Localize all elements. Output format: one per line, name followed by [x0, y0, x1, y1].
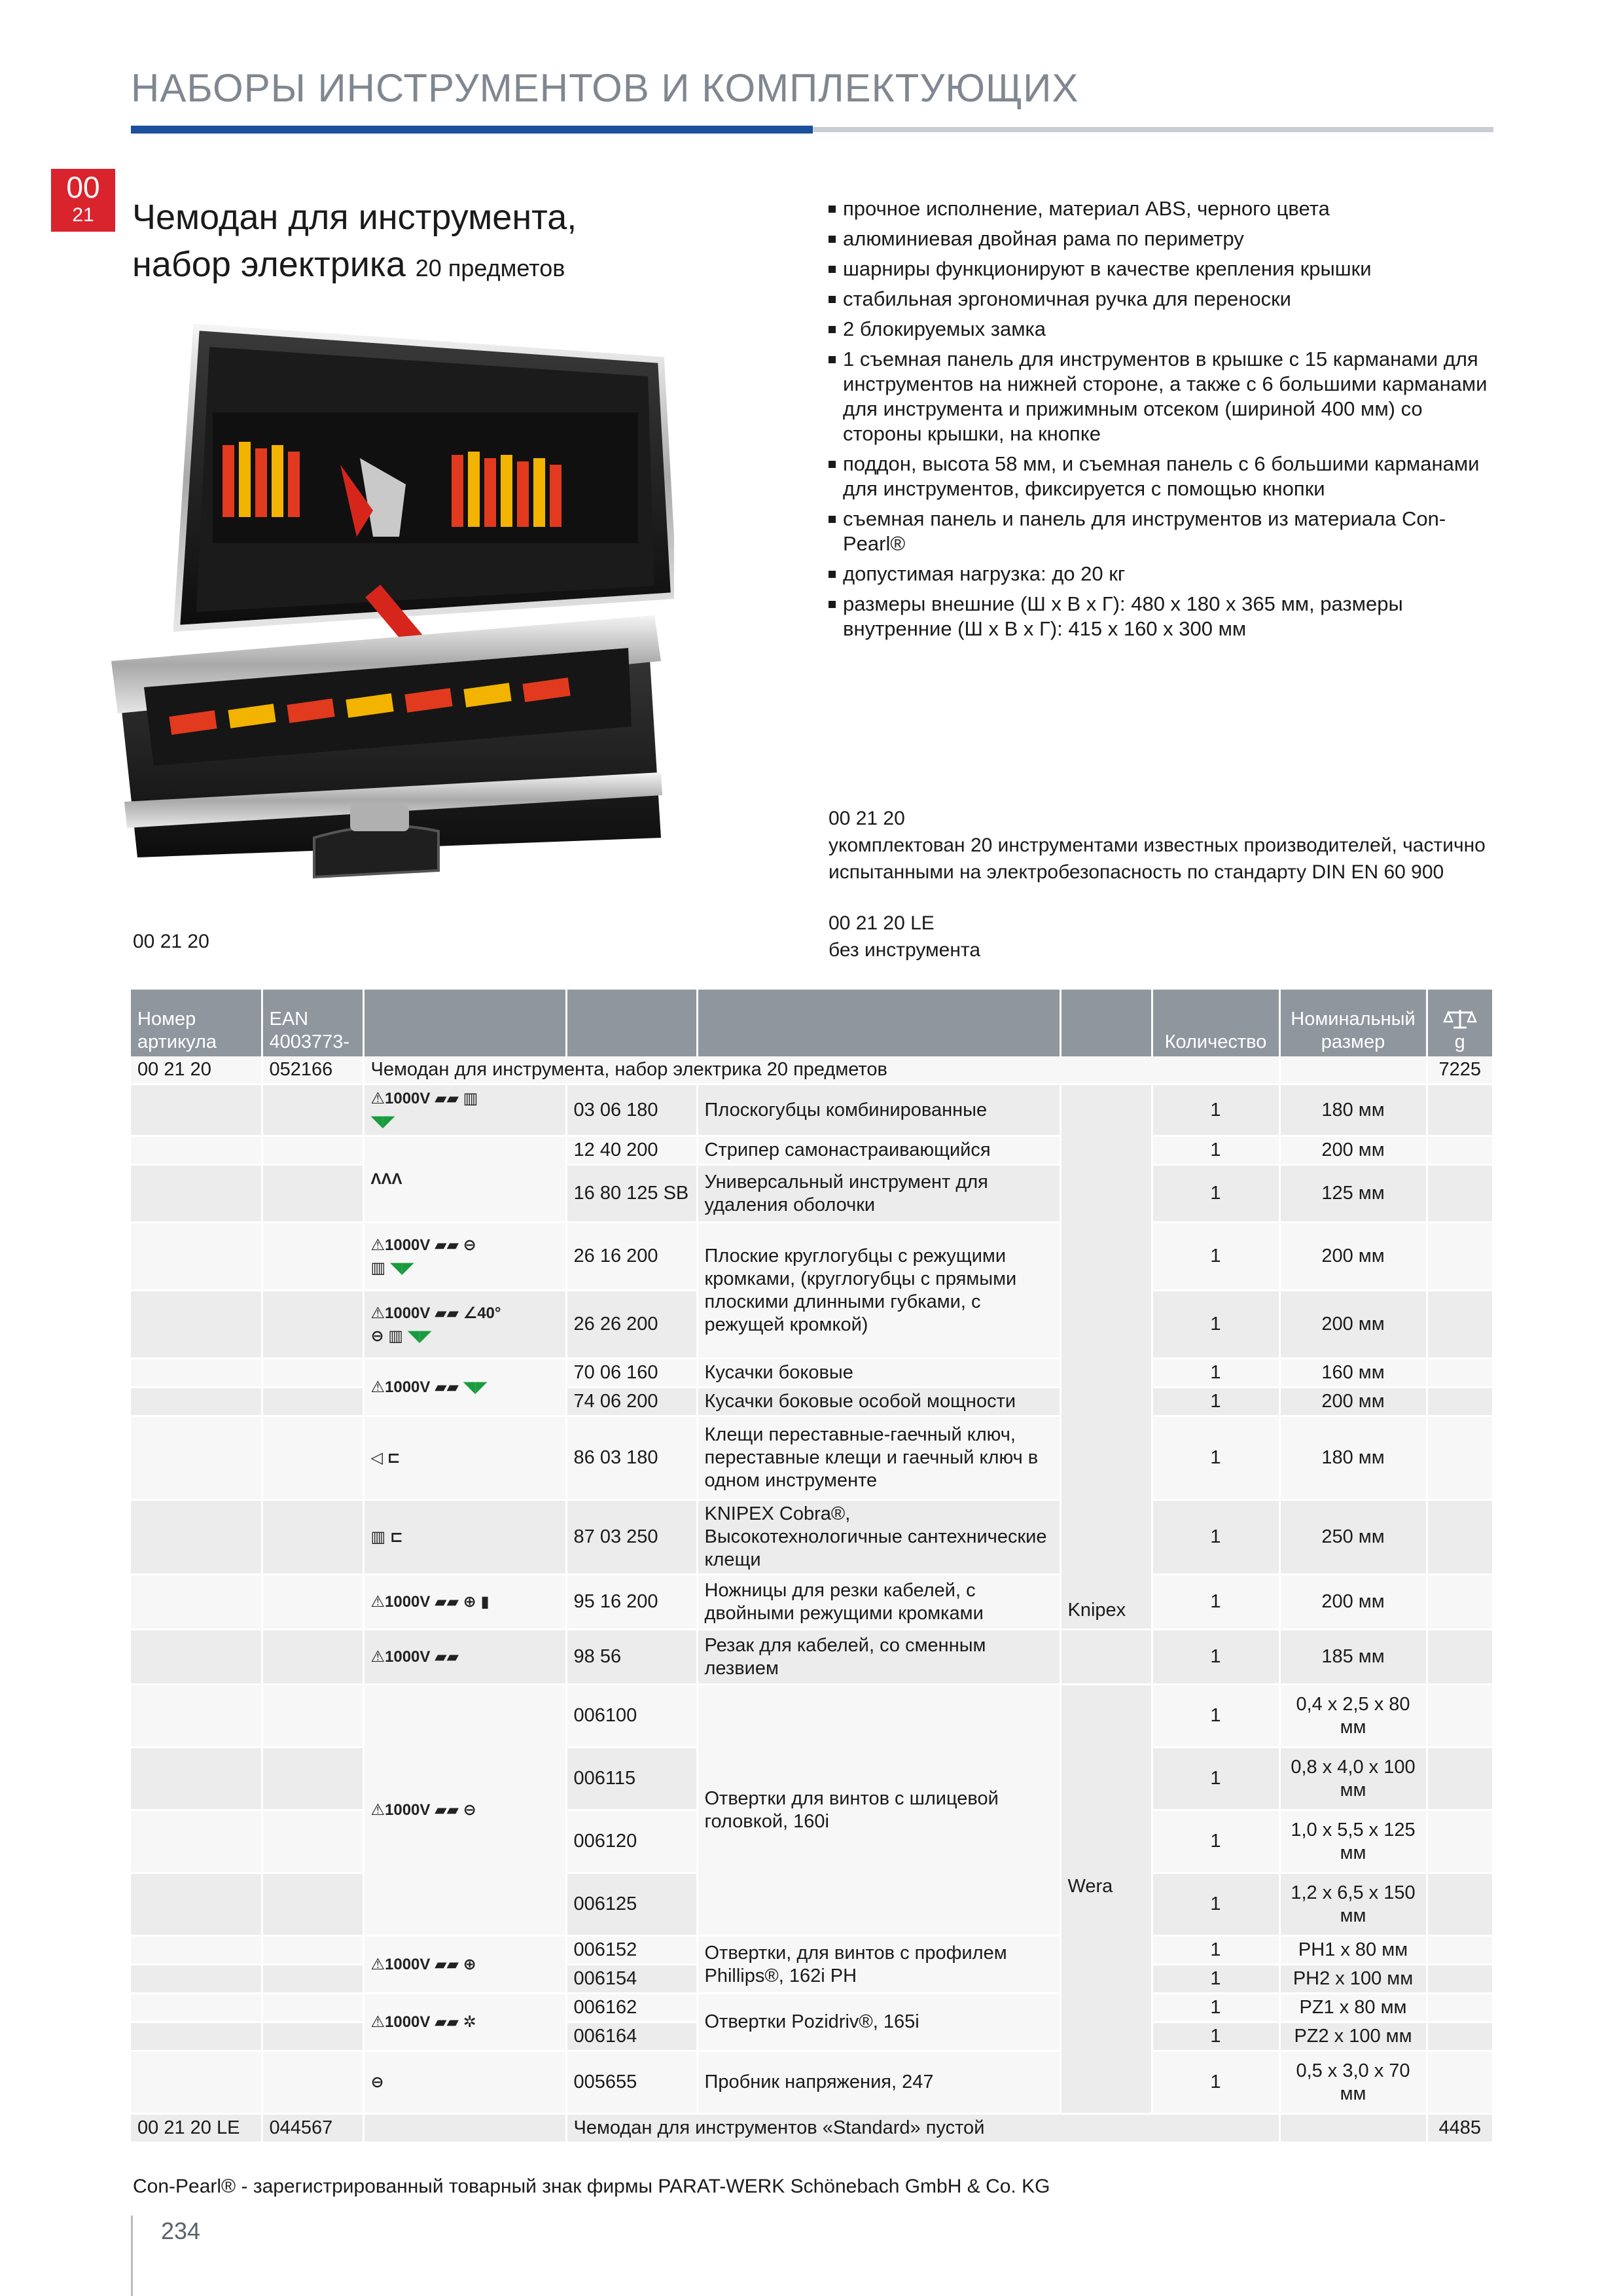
item-size: 185 мм: [1279, 1630, 1427, 1685]
note-set-code: 00 21 20: [829, 808, 905, 829]
manufacturer-wera: Wera: [1067, 1876, 1113, 1897]
item-code: 95 16 200: [566, 1575, 697, 1630]
item-code: 006120: [566, 1810, 697, 1873]
table-row: [131, 1630, 1492, 1685]
slot-icon: ⊖: [370, 2073, 384, 2091]
item-qty: 1: [1152, 1873, 1279, 1936]
item-code: 006164: [566, 2022, 697, 2051]
item-name: Плоские круглогубцы с режущими кромками, (круглогубцы с прямыми плоскими длинными губками, с режущей кромкой): [697, 1223, 1060, 1359]
article-number: 00 21 20: [131, 1056, 262, 1085]
table-row: [131, 1416, 1492, 1500]
item-qty: 1: [1152, 1500, 1279, 1575]
cut-icon: ◥◤: [463, 1378, 488, 1396]
feature-item: поддон, высота 58 мм, и съемная панель с 6 большими карманами для инструментов, фиксируется с помощью кнопки: [829, 452, 1496, 501]
item-size: 200 мм: [1279, 1291, 1427, 1359]
item-name: Пробник напряжения, 247: [697, 2051, 1060, 2114]
product-title: [132, 194, 577, 292]
item-code: 005655: [566, 2051, 697, 2114]
slot-icon: ⊖: [463, 1236, 476, 1254]
item-name: Отвертки для винтов с шлицевой головкой, 160i: [697, 1685, 1060, 1936]
item-code: 87 03 250: [566, 1500, 697, 1575]
item-qty: 1: [1152, 1223, 1279, 1291]
item-qty: 1: [1152, 2022, 1279, 2051]
table-row: [131, 1500, 1492, 1575]
chapter-badge: [51, 169, 115, 232]
item-code: 98 56: [566, 1630, 697, 1685]
symbol-cell: ⚠1000V ▰▰ ∠40° ⊖ ▥ ◥◤: [363, 1291, 566, 1359]
feature-list: [829, 196, 1496, 647]
item-qty: 1: [1152, 1630, 1279, 1685]
table-row: [131, 1136, 1492, 1165]
feature-item: размеры внешние (Ш x В x Г): 480 x 180 x 365 мм, размеры внутренние (Ш x В x Г): 415 x 160 x 300 мм: [829, 592, 1496, 641]
table-row: [131, 1085, 1492, 1136]
tool-case-photo: [98, 321, 674, 884]
symbol-cell: [363, 1136, 566, 1223]
angle-icon: ∠40°: [463, 1304, 501, 1322]
note-set: [829, 805, 1496, 886]
article-number: 00 21 20 LE: [131, 2114, 262, 2143]
item-qty: 1: [1152, 1416, 1279, 1500]
item-name: Стрипер самонастраивающийся: [697, 1136, 1060, 1165]
photo-caption: 00 21 20: [133, 931, 209, 952]
vde-1000v-icon: ⚠1000V: [370, 1378, 431, 1396]
wrench-icon: ◁ ⊏: [370, 1449, 401, 1467]
item-size: 180 мм: [1279, 1085, 1427, 1136]
item-name: Отвертки, для винтов с профилем Phillips®, 162i PH: [697, 1936, 1060, 1994]
table-row: [131, 1359, 1492, 1388]
symbol-cell: [363, 1416, 566, 1500]
note-empty-code: 00 21 20 LE: [829, 912, 935, 934]
table-row-main: [131, 1056, 1492, 1085]
vde-1000v-icon: ⚠1000V: [370, 1801, 431, 1819]
item-code: 006154: [566, 1965, 697, 1994]
item-size: 0,5 x 3,0 x 70 мм: [1279, 2051, 1427, 2114]
item-code: 006162: [566, 1994, 697, 2022]
item-size: PH2 x 100 мм: [1279, 1965, 1427, 1994]
feature-item: прочное исполнение, материал ABS, черного цвета: [829, 196, 1496, 221]
item-code: 006115: [566, 1748, 697, 1810]
item-name: Универсальный инструмент для удаления оболочки: [697, 1165, 1060, 1223]
product-title-line1: Чемодан для инструмента,: [132, 198, 577, 237]
table-row-empty-case: [131, 2114, 1492, 2143]
ean-code: 052166: [262, 1056, 363, 1085]
item-code: 26 16 200: [566, 1223, 697, 1291]
item-code: 16 80 125 SB: [566, 1165, 697, 1223]
feature-item: допустимая нагрузка: до 20 кг: [829, 562, 1496, 586]
item-name: Кусачки боковые особой мощности: [697, 1388, 1060, 1416]
vde-1000v-icon: ⚠1000V: [370, 1956, 431, 1973]
symbol-cell: ⚠1000V ▰▰ ⊖: [363, 1685, 566, 1936]
weight: 4485: [1427, 2114, 1492, 2143]
item-size: PZ2 x 100 мм: [1279, 2022, 1427, 2051]
item-size: 160 мм: [1279, 1359, 1427, 1388]
item-code: 006125: [566, 1873, 697, 1936]
scale-icon: [1443, 1007, 1477, 1031]
item-name: Отвертки Pozidriv®, 165i: [697, 1994, 1060, 2051]
item-code: 86 03 180: [566, 1416, 697, 1500]
description: Чемодан для инструментов «Standard» пустой: [566, 2114, 1279, 2143]
manufacturer-knipex: Knipex: [1067, 1600, 1126, 1621]
table-row: [131, 1165, 1492, 1223]
vde-1000v-icon: ⚠1000V: [370, 2013, 431, 2031]
page-header-title: НАБОРЫ ИНСТРУМЕНТОВ И КОМПЛЕКТУЮЩИХ: [131, 66, 1079, 110]
item-size: 200 мм: [1279, 1136, 1427, 1165]
cut-icon: ◥◤: [370, 1113, 395, 1130]
item-size: 1,0 x 5,5 x 125 мм: [1279, 1810, 1427, 1873]
item-size: 125 мм: [1279, 1165, 1427, 1223]
note-empty-text: без инструмента: [829, 939, 981, 961]
item-qty: 1: [1152, 1085, 1279, 1136]
symbol-cell: [363, 2051, 566, 2114]
item-qty: 1: [1152, 1936, 1279, 1965]
item-size: 0,4 x 2,5 x 80 мм: [1279, 1685, 1427, 1748]
description: Чемодан для инструмента, набор электрика 20 предметов: [363, 1056, 1279, 1085]
header-rule-grey: [813, 127, 1493, 132]
header-rule-blue: [131, 126, 813, 134]
table-row: [131, 1575, 1492, 1630]
item-qty: 1: [1152, 1291, 1279, 1359]
symbol-cell: ⚠1000V ▰▰ ◥◤: [363, 1359, 566, 1416]
table-row: [131, 1223, 1492, 1291]
footnote: Con-Pearl® - зарегистрированный товарный знак фирмы PARAT-WERK Schönebach GmbH & Co. KG: [133, 2176, 1050, 2197]
chapter-major: 00: [66, 170, 100, 204]
item-name: KNIPEX Cobra®, Высокотехнологичные сантехнические клещи: [697, 1500, 1060, 1575]
item-name: Клещи переставные-гаечный ключ, переставные клещи и гаечный ключ в одном инструменте: [697, 1416, 1060, 1500]
item-qty: 1: [1152, 1359, 1279, 1388]
item-name: Плоскогубцы комбинированные: [697, 1085, 1060, 1136]
page-number: 234: [161, 2217, 201, 2244]
note-empty: [829, 910, 1496, 963]
table-row: [131, 1388, 1492, 1416]
item-qty: 1: [1152, 1388, 1279, 1416]
item-size: 0,8 x 4,0 x 100 мм: [1279, 1748, 1427, 1810]
item-qty: 1: [1152, 1748, 1279, 1810]
item-name: Ножницы для резки кабелей, с двойными режущими кромками: [697, 1575, 1060, 1630]
cut-icon: ◥◤: [389, 1259, 414, 1277]
item-size: 200 мм: [1279, 1388, 1427, 1416]
item-size: 180 мм: [1279, 1416, 1427, 1500]
vde-1000v-icon: ⚠1000V: [370, 1090, 431, 1107]
item-qty: 1: [1152, 1136, 1279, 1165]
feature-item: съемная панель и панель для инструментов из материала Con-Pearl®: [829, 507, 1496, 556]
symbol-cell: ⚠1000V ▰▰ ⊖ ▥ ◥◤: [363, 1223, 566, 1291]
vde-1000v-icon: ⚠1000V: [370, 1648, 431, 1666]
item-code: 12 40 200: [566, 1136, 697, 1165]
item-code: 74 06 200: [566, 1388, 697, 1416]
item-size: PZ1 x 80 мм: [1279, 1994, 1427, 2022]
symbol-cell: ⚠1000V ▰▰ ▥ ◥◤: [363, 1085, 566, 1136]
manufacturer-cell: [1060, 1085, 1152, 1630]
weight-unit: g: [1454, 1031, 1465, 1052]
plus-icon: ⊕: [463, 1593, 476, 1611]
plus-icon: ⊕: [463, 1956, 476, 1973]
item-name: Резак для кабелей, со сменным лезвием: [697, 1630, 1060, 1685]
manufacturer-cell: [1060, 1685, 1152, 2114]
item-code: 03 06 180: [566, 1085, 697, 1136]
item-qty: 1: [1152, 1810, 1279, 1873]
feature-item: шарниры функционируют в качестве крепления крышки: [829, 257, 1496, 281]
vde-1000v-icon: ⚠1000V: [370, 1236, 431, 1254]
symbol-cell: ⚠1000V ▰▰ ⊕: [363, 1936, 566, 1994]
item-code: 006100: [566, 1685, 697, 1748]
product-title-line2: набор электрика: [132, 245, 406, 284]
table-row: [131, 1685, 1492, 1748]
cobra-icon: ▥ ⊏: [370, 1528, 403, 1546]
col-header-weight: [1427, 990, 1492, 1056]
vde-1000v-icon: ⚠1000V: [370, 1593, 431, 1611]
col-header-size: Номинальный размер: [1279, 990, 1427, 1056]
item-size: PH1 x 80 мм: [1279, 1936, 1427, 1965]
symbol-cell: ⚠1000V ▰▰ ✲: [363, 1994, 566, 2051]
page-number-rule: [131, 2215, 133, 2296]
col-header-ean: EAN 4003773-: [262, 990, 363, 1056]
table-row: [131, 1936, 1492, 1965]
cut-icon: ◥◤: [407, 1327, 432, 1345]
item-size: 200 мм: [1279, 1223, 1427, 1291]
note-set-text: укомплектован 20 инструментами известных производителей, частично испытанными на электробезопасность по стандарту DIN EN 60 900: [829, 834, 1486, 883]
feature-item: стабильная эргономичная ручка для переноски: [829, 287, 1496, 312]
item-qty: 1: [1152, 1165, 1279, 1223]
table-row: [131, 2051, 1492, 2114]
symbol-cell: ⚠1000V ▰▰: [363, 1630, 566, 1685]
product-subtitle: 20 предметов: [415, 255, 565, 281]
col-header-article: Номер артикула: [131, 990, 262, 1056]
vde-1000v-icon: ⚠1000V: [370, 1304, 431, 1322]
stripper-icon: ΛΛΛ: [370, 1170, 402, 1188]
symbol-cell: ⚠1000V ▰▰ ⊕ ▮: [363, 1575, 566, 1630]
item-qty: 1: [1152, 1994, 1279, 2022]
ean-code: 044567: [262, 2114, 363, 2143]
weight: 7225: [1427, 1056, 1492, 1085]
feature-item: 1 съемная панель для инструментов в крышке с 15 карманами для инструментов на нижней стороне, а также с 6 большими карманами для инструмента и прижимным отсеком (шириной 400 мм) со стороны крышки, на кнопке: [829, 347, 1496, 446]
item-qty: 1: [1152, 2051, 1279, 2114]
item-code: 006152: [566, 1936, 697, 1965]
item-size: 250 мм: [1279, 1500, 1427, 1575]
table-row: [131, 1994, 1492, 2022]
feature-item: 2 блокируемых замка: [829, 317, 1496, 342]
chapter-minor: 21: [72, 204, 94, 226]
article-table: [131, 990, 1492, 2144]
item-name: Кусачки боковые: [697, 1359, 1060, 1388]
item-qty: 1: [1152, 1965, 1279, 1994]
symbol-cell: [363, 1500, 566, 1575]
item-code: 70 06 160: [566, 1359, 697, 1388]
item-size: 1,2 x 6,5 x 150 мм: [1279, 1873, 1427, 1936]
item-qty: 1: [1152, 1575, 1279, 1630]
item-size: 200 мм: [1279, 1575, 1427, 1630]
item-qty: 1: [1152, 1685, 1279, 1748]
item-code: 26 26 200: [566, 1291, 697, 1359]
col-header-quantity: Количество: [1152, 990, 1279, 1056]
feature-item: алюминиевая двойная рама по периметру: [829, 226, 1496, 251]
